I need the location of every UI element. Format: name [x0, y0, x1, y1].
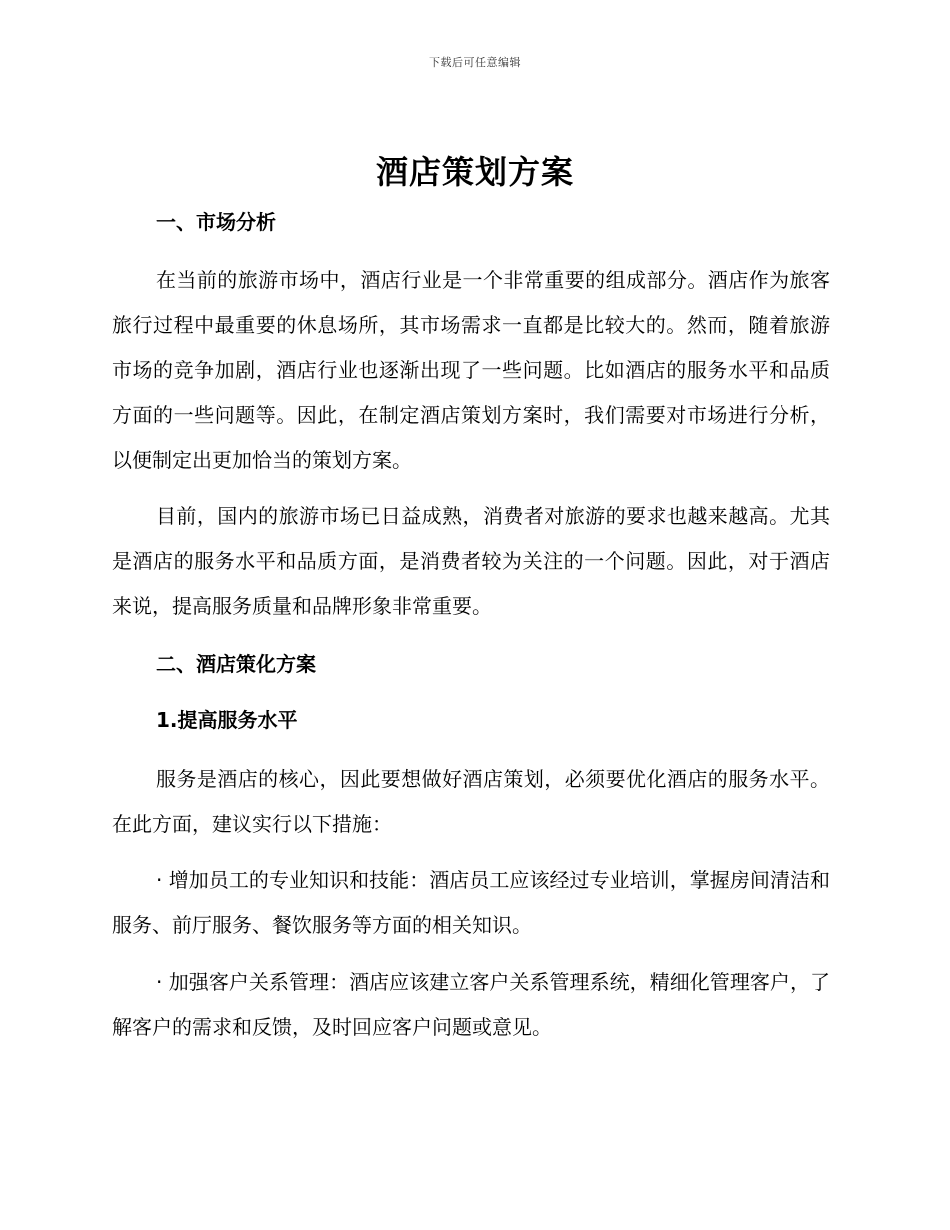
header-note: 下载后可任意编辑 [429, 56, 521, 69]
document-title: 酒店策划方案 [375, 153, 574, 191]
paragraph-market-1: 在当前的旅游市场中，酒店行业是一个非常重要的组成部分。酒店作为旅客旅行过程中最重要的休息场所，其市场需求一直都是比较大的。然而，随着旅游市场的竞争加剧，酒店行业也逐渐出现了一些问题。比如酒店的服务水平和品质方面的一些问题等。因此，在制定酒店策划方案时，我们需要对市场进行分析，以便制定出更加恰当的策划方案。 [112, 268, 830, 472]
subheading-improve-service: 1.提高服务水平 [156, 708, 298, 732]
bullet-customer-relations: · 加强客户关系管理：酒店应该建立客户关系管理系统，精细化管理客户，了解客户的需求和反馈，及时回应客户问题或意见。 [112, 970, 830, 1039]
section-heading-hotel-plan: 二、酒店策化方案 [156, 652, 316, 676]
paragraph-service-intro: 服务是酒店的核心，因此要想做好酒店策划，必须要优化酒店的服务水平。在此方面，建议实行以下措施： [112, 767, 830, 836]
bullet-staff-training: · 增加员工的专业知识和技能：酒店员工应该经过专业培训，掌握房间清洁和服务、前厅服务、餐饮服务等方面的相关知识。 [112, 868, 830, 937]
paragraph-market-2: 目前，国内的旅游市场已日益成熟，消费者对旅游的要求也越来越高。尤其是酒店的服务水平和品质方面，是消费者较为关注的一个问题。因此，对于酒店来说，提高服务质量和品牌形象非常重要。 [112, 504, 830, 618]
section-heading-market-analysis: 一、市场分析 [156, 210, 276, 234]
